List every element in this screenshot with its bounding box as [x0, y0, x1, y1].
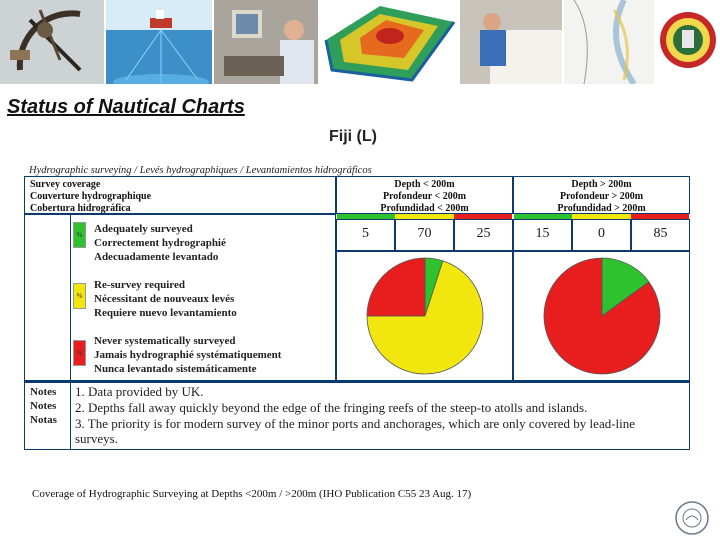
deep-resurvey-value: 0	[598, 226, 605, 241]
slide-title: Status of Nautical Charts	[7, 96, 245, 118]
table-subtitle: Hydrographic surveying / Levés hydrographiques / Levantamientos hidrográficos	[29, 165, 372, 176]
seal-logo	[674, 500, 710, 536]
legend-divider	[70, 214, 71, 381]
country-heading: Fiji (L)	[329, 128, 377, 145]
deep-adequate-value: 15	[535, 226, 550, 241]
legend-never-fr: Jamais hydrographié systématiquement	[94, 349, 282, 361]
deep-pie-cell	[513, 251, 690, 381]
shallow-resurvey-value: 70	[417, 226, 432, 241]
deep-header-en: Depth > 200m	[571, 179, 632, 190]
deep-pie-chart	[526, 256, 678, 376]
row-header-es: Cobertura hidrográfica	[30, 203, 131, 214]
deep-resurvey-cell	[572, 219, 631, 251]
notes-label-es: Notas	[30, 414, 57, 426]
research-vessel-photo	[106, 0, 212, 84]
row-header-en: Survey coverage	[30, 179, 101, 190]
survey-status-table	[24, 176, 690, 450]
legend-adequate-es: Adecuadamente levantado	[94, 251, 219, 263]
notes-cell	[24, 381, 690, 450]
shallow-header-es: Profundidad < 200m	[380, 203, 469, 214]
legend-resurvey-fr: Nécessitant de nouveaux levés	[94, 293, 235, 305]
shallow-header-en: Depth < 200m	[394, 179, 455, 190]
cartographer-photo	[460, 0, 562, 84]
row-header-cell	[24, 176, 336, 214]
shallow-pie-slice-never	[367, 258, 425, 316]
shallow-never-value: 25	[476, 226, 491, 241]
deep-never-cell	[631, 219, 690, 251]
shallow-header-fr: Profondeur < 200m	[382, 191, 467, 202]
deep-adequate-cell	[513, 219, 572, 251]
shallow-header-cell	[336, 176, 513, 214]
photo-banner	[0, 0, 720, 84]
notes-divider	[70, 381, 71, 450]
emblem-photo	[656, 0, 720, 84]
legend-adequate-fr: Correctement hydrographié	[94, 237, 226, 249]
chart-photo	[564, 0, 654, 84]
surveyor-desk-photo	[214, 0, 318, 84]
legend-never	[94, 334, 281, 376]
sextant-photo	[0, 0, 104, 84]
shallow-pie-cell	[336, 251, 513, 381]
legend-adequate-en: Adequately surveyed	[94, 223, 193, 235]
note-3: 3. The priority is for modern survey of the minor ports and anchorages, which are only covered by lead-line surveys.	[75, 416, 636, 446]
note-2: 2. Depths fall away quickly beyond the edge of the fringing reefs of the steep-to atolls and islands.	[75, 400, 588, 415]
note-1: 1. Data provided by UK.	[75, 384, 204, 399]
shallow-adequate-value: 5	[362, 226, 369, 241]
shallow-never-cell	[454, 219, 513, 251]
legend-resurvey-en: Re-survey required	[94, 279, 185, 291]
notes-label-fr: Notes	[30, 400, 57, 412]
swatch-resurvey: %	[73, 283, 86, 309]
legend-resurvey-es: Requiere nuevo levantamiento	[94, 307, 237, 319]
legend-never-es: Nunca levantado sistemáticamente	[94, 363, 257, 375]
deep-never-value: 85	[653, 226, 668, 241]
seabed-relief-photo	[320, 0, 458, 84]
legend-adequate	[94, 222, 226, 264]
slide-caption: Coverage of Hydrographic Surveying at Depths <200m / >200m (IHO Publication C55 23 Aug. 17)	[32, 488, 472, 500]
shallow-pie-chart	[349, 256, 501, 376]
notes-label-en: Notes	[30, 386, 57, 398]
legend-resurvey	[94, 278, 237, 320]
swatch-never: %	[73, 340, 86, 366]
deep-header-fr: Profondeur > 200m	[559, 191, 644, 202]
shallow-resurvey-cell	[395, 219, 454, 251]
row-header-fr: Couverture hydrographique	[30, 191, 152, 202]
deep-header-es: Profundidad > 200m	[557, 203, 646, 214]
shallow-adequate-cell	[336, 219, 395, 251]
legend-never-en: Never systematically surveyed	[94, 335, 236, 347]
deep-header-cell	[513, 176, 690, 214]
swatch-adequate: %	[73, 222, 86, 248]
